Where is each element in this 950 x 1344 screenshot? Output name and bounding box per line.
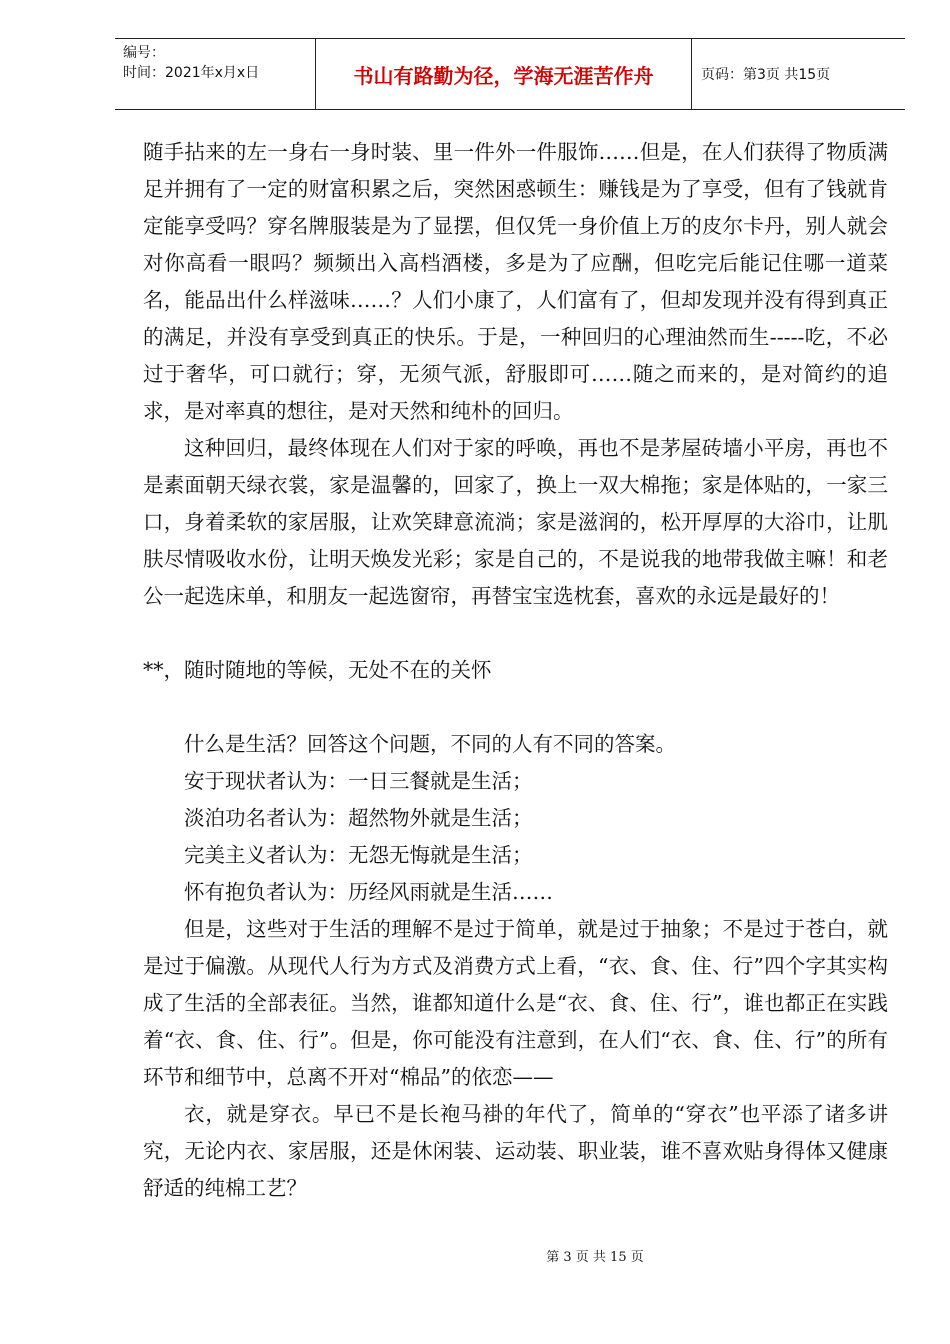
page-footer: 第 3 页 共 15 页: [546, 1250, 644, 1265]
paragraph: 衣，就是穿衣。早已不是长袍马褂的年代了，简单的“穿衣”也平添了诸多讲究，无论内衣、家居服，还是休闲装、运动装、职业装，谁不喜欢贴身得体又健康舒适的纯棉工艺？: [143, 1102, 888, 1200]
list-item: 完美主义者认为：无怨无悔就是生活；: [184, 843, 533, 867]
paragraph: 这种回归，最终体现在人们对于家的呼唤，再也不是茅屋砖墙小平房，再也不是素面朝天绿衣裳，家是温馨的，回家了，换上一双大棉拖；家是体贴的，一家三口，身着柔软的家居服，让欢笑肆意流淌；家是滋润的，松开厚厚的大浴巾，让肌肤尽情吸收水份，让明天焕发光彩；家是自己的，不是说我的地带我做主嘛！和老公一起选床单，和朋友一起选窗帘，再替宝宝选枕套，喜欢的永远是最好的！: [143, 436, 888, 608]
section-heading: **，随时随地的等候，无处不在的关怀: [143, 658, 492, 682]
number-label: 编号：: [123, 45, 165, 61]
document-body: [143, 134, 888, 1207]
header-meta-cell: [115, 39, 315, 109]
time-label: 时间：2021年x月x日: [123, 65, 260, 81]
header-motto: 书山有路勤为径，学海无涯苦作舟: [315, 39, 692, 109]
paragraph: 随手拈来的左一身右一身时装、里一件外一件服饰……但是，在人们获得了物质满足并拥有了一定的财富积累之后，突然困惑顿生：赚钱是为了享受，但有了钱就肯定能享受吗？穿名牌服装是为了显摆，但仅凭一身价值上万的皮尔卡丹，别人就会对你高看一眼吗？频频出入高档酒楼，多是为了应酬，但吃完后能记住哪一道菜名，能品出什么样滋味……？人们小康了，人们富有了，但却发现并没有得到真正的满足，并没有享受到真正的快乐。于是，一种回归的心理油然而生-----吃，不必过于奢华，可口就行；穿，无须气派，舒服即可……随之而来的，是对简约的追求，是对率真的想往，是对天然和纯朴的回归。: [143, 140, 888, 423]
header-page-info: 页码：第3页 共15页: [701, 67, 831, 83]
list-item: 安于现状者认为：一日三餐就是生活；: [184, 769, 533, 793]
paragraph: 但是，这些对于生活的理解不是过于简单，就是过于抽象；不是过于苍白，就是过于偏激。从现代人行为方式及消费方式上看，“衣、食、住、行”四个字其实构成了生活的全部表征。当然，谁都知道什么是“衣、食、住、行”，谁也都正在实践着“衣、食、住、行”。但是，你可能没有注意到，在人们“衣、食、住、行”的所有环节和细节中，总离不开对“棉品”的依恋——: [143, 917, 888, 1089]
list-item: 淡泊功名者认为：超然物外就是生活；: [184, 806, 533, 830]
list-item: 怀有抱负者认为：历经风雨就是生活……: [184, 880, 553, 904]
paragraph: 什么是生活？回答这个问题，不同的人有不同的答案。: [184, 732, 676, 756]
page-header: [115, 38, 905, 110]
